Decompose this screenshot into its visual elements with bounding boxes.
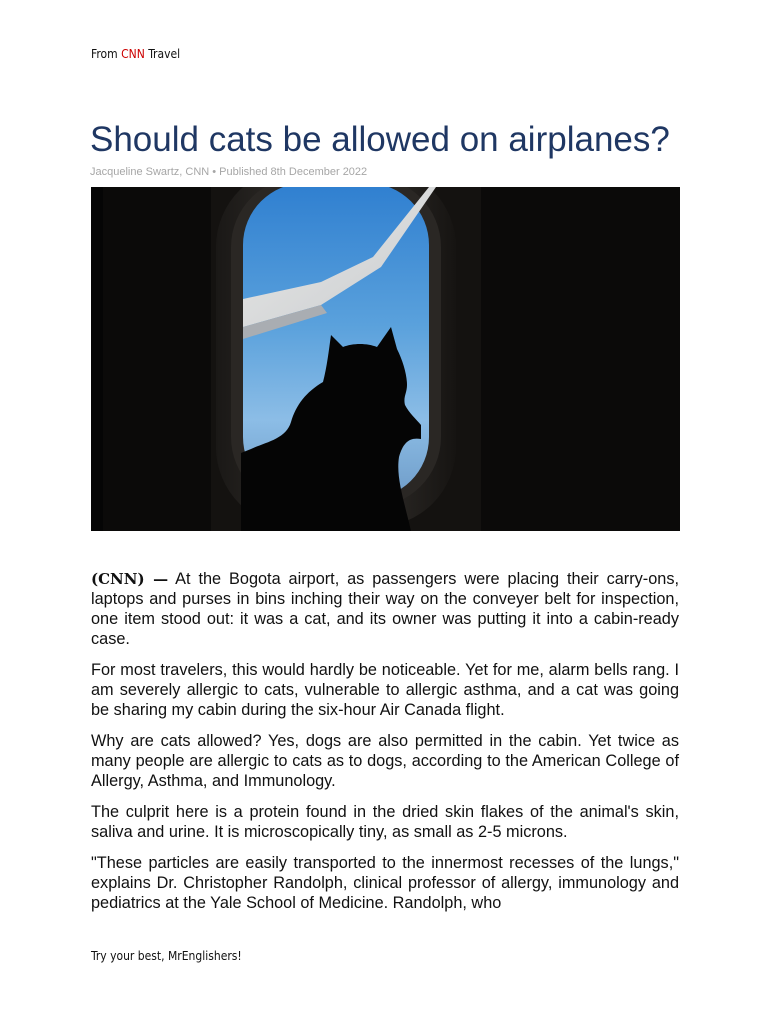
source-brand: CNN [121,47,145,61]
source-prefix: From [91,47,118,61]
article-photo [91,187,680,531]
article-byline: Jacqueline Swartz, CNN • Published 8th December 2022 [90,166,368,178]
article-paragraph: For most travelers, this would hardly be noticeable. Yet for me, alarm bells rang. I am severely allergic to cats, vulnerable to allergic asthma, and a cat was going be sharing my cabin during the six-hour Air Canada flight. [91,661,679,719]
paragraph-text: At the Bogota airport, as passengers were placing their carry-ons, laptops and purses in bins inching their way on the conveyer belt for inspection, one item stood out: it was a cat, and its owner was putting it into a cabin-ready case. [91,570,679,648]
source-line [91,47,180,61]
article-paragraph: Why are cats allowed? Yes, dogs are also permitted in the cabin. Yet twice as many people are allergic to cats as to dogs, according to the American College of Allergy, Asthma, and Immunology. [91,732,679,790]
article-paragraph: "These particles are easily transported to the innermost recesses of the lungs," explains Dr. Christopher Randolph, clinical professor of allergy, immunology and pediatrics at the Yale School of Medicine. Randolph, who [91,854,679,912]
cat-window-photo-icon [91,187,680,531]
dateline: (CNN) — [91,570,169,588]
article-title: Should cats be allowed on airplanes? [90,120,670,159]
footer-note: Try your best, MrEnglishers! [91,949,242,963]
article-body [91,569,679,924]
source-suffix: Travel [148,47,181,61]
article-paragraph: The culprit here is a protein found in the dried skin flakes of the animal's skin, saliva and urine. It is microscopically tiny, as small as 2-5 microns. [91,803,679,841]
article-paragraph [91,569,679,649]
